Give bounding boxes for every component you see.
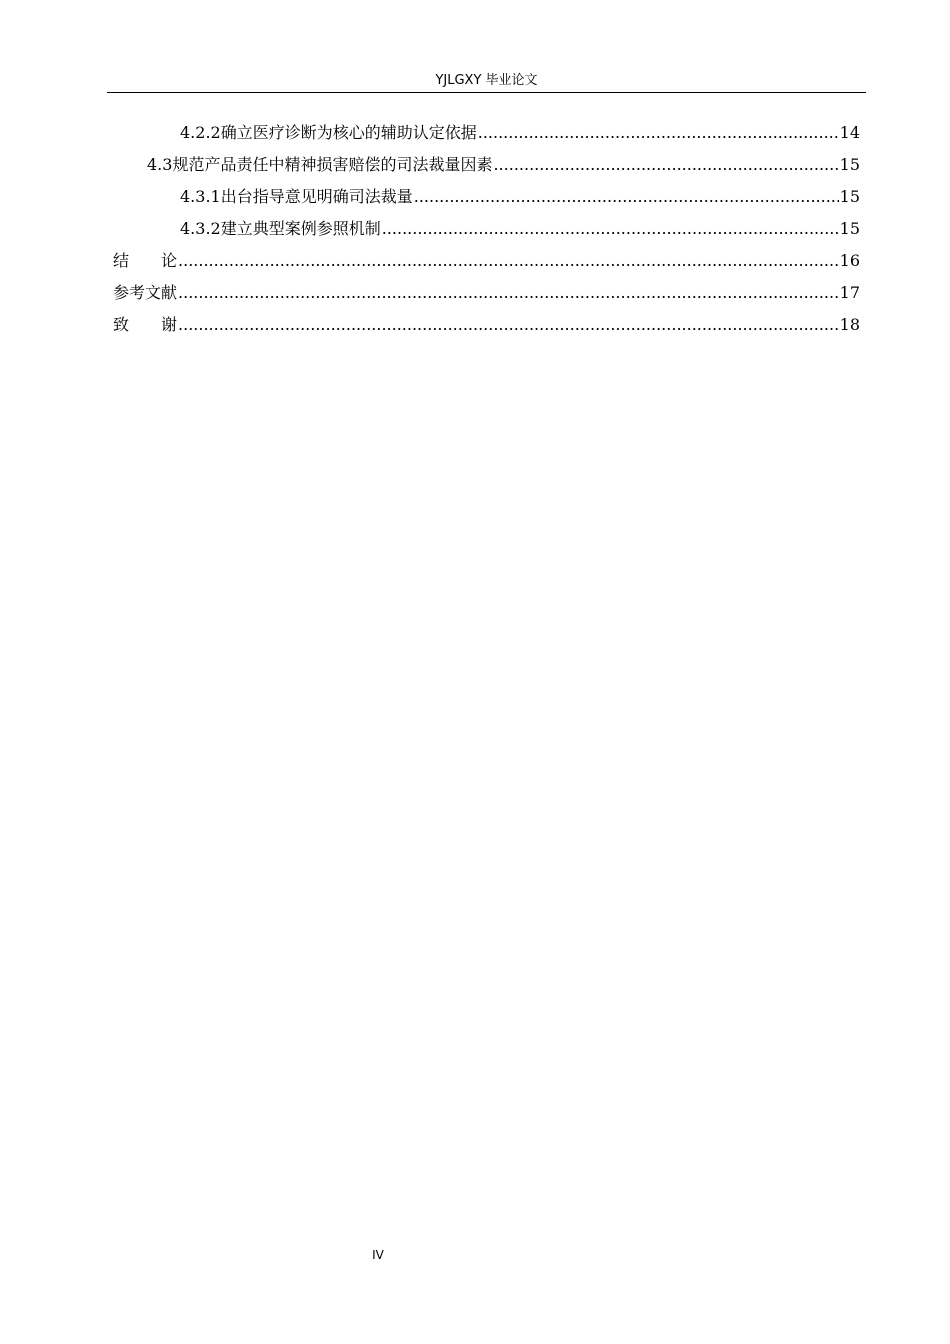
toc-entry-title: 参考文献: [113, 283, 178, 302]
toc-entry-page: 16: [839, 251, 860, 270]
toc-entry-page: 15: [839, 155, 860, 174]
toc-entry-title: 出台指导意见明确司法裁量: [220, 187, 413, 206]
page-footer: [360, 1245, 396, 1265]
page-number: IV: [372, 1248, 384, 1262]
table-of-contents: [113, 117, 860, 341]
toc-entry-page: 15: [839, 187, 860, 206]
toc-entry-page: 14: [839, 123, 860, 142]
dot-leader: [414, 181, 839, 213]
toc-entry-4-3-2[interactable]: [113, 213, 860, 245]
dot-leader: [178, 277, 839, 309]
dot-leader: [493, 149, 838, 181]
toc-entry-title: 确立医疗诊断为核心的辅助认定依据: [220, 123, 477, 142]
toc-entry-title: 建立典型案例参照机制: [220, 219, 381, 238]
toc-entry-number: 4.3: [147, 155, 173, 174]
toc-entry-page: 15: [839, 219, 860, 238]
header-title: YJLGXY 毕业论文: [435, 73, 538, 88]
dot-leader: [178, 309, 839, 341]
toc-entry-number: 4.3.2: [180, 219, 221, 238]
toc-entry-acknowledgements[interactable]: [113, 309, 860, 341]
toc-entry-4-3[interactable]: [113, 149, 860, 181]
dot-leader: [178, 245, 839, 277]
toc-entry-references[interactable]: [113, 277, 860, 309]
toc-entry-number: 4.3.1: [180, 187, 221, 206]
toc-entry-number: 4.2.2: [180, 123, 221, 142]
dot-leader: [382, 213, 839, 245]
toc-entry-title: 结 论: [113, 251, 178, 270]
page-header: [107, 70, 866, 93]
toc-entry-conclusion[interactable]: [113, 245, 860, 277]
toc-entry-4-3-1[interactable]: [113, 181, 860, 213]
toc-entry-page: 17: [839, 283, 860, 302]
toc-entry-title: 规范产品责任中精神损害赔偿的司法裁量因素: [172, 155, 493, 174]
toc-entry-4-2-2[interactable]: [113, 117, 860, 149]
dot-leader: [478, 117, 839, 149]
toc-entry-page: 18: [839, 315, 860, 334]
toc-entry-title: 致 谢: [113, 315, 178, 334]
